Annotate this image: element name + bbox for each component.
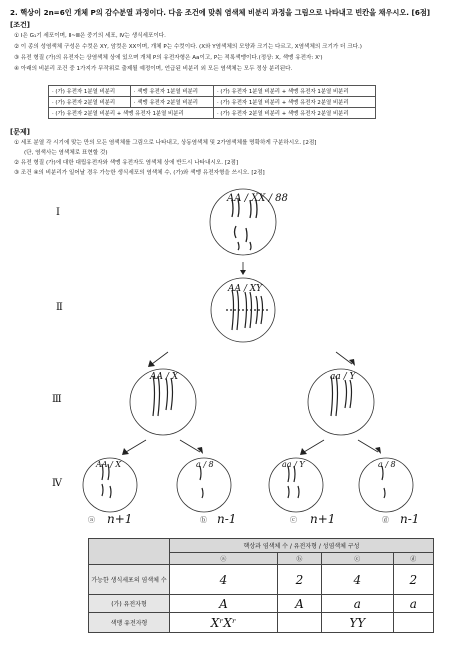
option-cell: · (가) 유전자 1분열 비분리 + 색맹 유전자 1분열 비분리	[213, 86, 375, 97]
chromosomes-stage-1	[232, 199, 257, 250]
annotation-stage-3-left: AA / X	[150, 372, 179, 382]
result-table	[88, 538, 434, 633]
annotation-gamete-a: AA / X	[96, 460, 122, 469]
result-cell: 4	[170, 565, 278, 595]
stage-label-2: Ⅱ	[56, 302, 63, 313]
annotation-gamete-d: a / 8	[378, 460, 396, 469]
conditions-heading: [조건]	[10, 21, 30, 29]
result-cell: 2	[393, 565, 433, 595]
result-cell	[277, 613, 321, 633]
condition-line-2: ② 이 종의 성염색체 구성은 수컷은 XY, 암컷은 XX이며, 개체 P는 수컷이다. (X와 Y염색체의 모양과 크기는 다르고, X염색체의 크기가 더 크다.)	[14, 44, 362, 50]
condition-line-1: ① Ⅰ은 G₁기 세포이며, Ⅱ~Ⅲ은 중기의 세포, Ⅳ는 생식세포이다.	[14, 33, 166, 39]
option-cell: · (가) 유전자 2분열 비분리	[49, 97, 131, 108]
result-cell: a	[322, 595, 393, 613]
stage-label-1: Ⅰ	[56, 207, 60, 218]
option-cell: · 색맹 유전자 1분열 비분리	[130, 86, 213, 97]
option-cell: · (가) 유전자 2분열 비분리 + 색맹 유전자 1분열 비분리	[49, 108, 214, 119]
result-row-label: 가능한 생식세포의 염색체 수	[89, 565, 170, 595]
result-col-header: ⓒ	[322, 553, 393, 565]
gamete-count-b: n-1	[217, 512, 237, 526]
gamete-label-d: ⓓ	[382, 516, 389, 524]
result-corner-cell	[89, 539, 170, 565]
chromosomes-stage-4	[102, 464, 385, 498]
problems-heading: [문제]	[10, 128, 30, 136]
result-row-label: (가) 유전자형	[89, 595, 170, 613]
gamete-count-c: n+1	[310, 512, 336, 526]
gamete-label-c: ⓒ	[290, 516, 297, 524]
result-cell: a	[393, 595, 433, 613]
result-cell: 4	[322, 565, 393, 595]
annotation-stage-1: AA / XX / 88	[227, 193, 288, 204]
annotation-stage-2: AA / XY	[228, 284, 263, 294]
result-cell: A	[277, 595, 321, 613]
result-cell: YY	[322, 613, 393, 633]
option-cell: · (가) 유전자 1분열 비분리 + 색맹 유전자 2분열 비분리	[213, 97, 375, 108]
annotation-gamete-c: aa / Y	[282, 460, 305, 469]
option-cell: · (가) 유전자 2분열 비분리 + 색맹 유전자 2분열 비분리	[213, 108, 375, 119]
gamete-count-d: n-1	[400, 512, 420, 526]
stage-label-3: Ⅲ	[52, 394, 62, 405]
result-cell: XʳXʳ	[170, 613, 278, 633]
result-col-header: ⓓ	[393, 553, 433, 565]
condition-line-3: ③ 유전 형질 (가)의 유전자는 상염색체 상에 있으며 개체 P의 유전자형은 Aa이고, P는 적록색맹이다.(정상: X, 색맹 유전자: Xʳ)	[14, 55, 323, 61]
gamete-label-a: ⓐ	[88, 516, 95, 524]
result-cell	[393, 613, 433, 633]
question-title: 2. 핵상이 2n=6인 개체 P의 감수분열 과정이다. 다음 조건에 맞춰 염색체 비분리 과정을 그림으로 나타내고 빈칸을 채우시오. [6점]	[10, 8, 431, 17]
chromosomes-stage-2	[226, 290, 268, 330]
gamete-count-a: n+1	[107, 512, 133, 526]
result-col-header: ⓐ	[170, 553, 278, 565]
result-col-header: ⓑ	[277, 553, 321, 565]
result-cell: A	[170, 595, 278, 613]
option-cell: · 색맹 유전자 2분열 비분리	[130, 97, 213, 108]
result-group-header: 핵상과 염색체 수 / 유전자형 / 성염색체 구성	[170, 539, 434, 553]
annotation-stage-3-right: aa / Y	[330, 372, 356, 382]
result-cell: 2	[277, 565, 321, 595]
result-row-label: 색맹 유전자형	[89, 613, 170, 633]
chromosomes-stage-3	[153, 376, 352, 416]
condition-line-4: ④ 아래의 비분리 조건 중 1가지가 무작위로 출제될 예정이며, 언급된 비분리 외 모든 염색체는 모두 정상 분리된다.	[14, 66, 293, 72]
problem-line-1: ① 세포 분열 각 시기에 맞는 만의 모든 염색체를 그림으로 나타내고, 상동염색체 및 2가염색체를 명확하게 구분하시오. [2점]	[14, 140, 317, 146]
gamete-label-b: ⓑ	[200, 516, 207, 524]
option-cell: · (가) 유전자 1분열 비분리	[49, 86, 131, 97]
problem-line-2: ② 유전 형질 (가)에 대한 대립유전자와 색맹 유전자도 염색체 상에 반드시 나타내시오. [2점]	[14, 160, 239, 166]
problem-line-note: (단, 염색사는 염색체로 표현할 것)	[24, 150, 108, 156]
problem-line-3: ③ 조건 ④의 비분리가 일어날 경우 가능한 생식세포의 염색체 수, (가)와 색맹 유전자형을 쓰시오. [2점]	[14, 170, 265, 176]
annotation-gamete-b: a / 8	[196, 460, 214, 469]
stage-label-4: Ⅳ	[52, 478, 62, 489]
